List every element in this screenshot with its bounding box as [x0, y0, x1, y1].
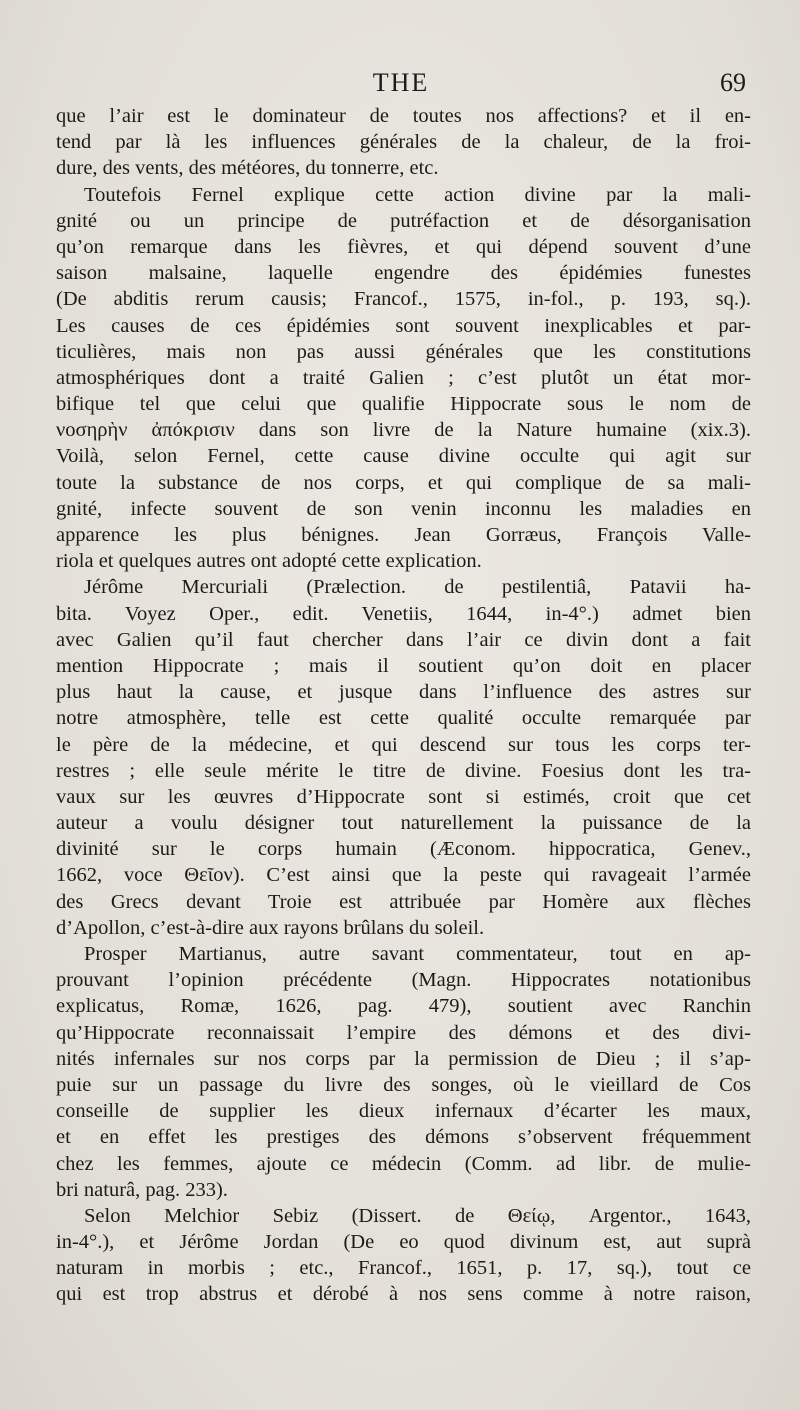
text-line: apparence les plus bénignes. Jean Gorræus, François Valle-: [56, 524, 751, 546]
text-line: d’Apollon, c’est-à-dire aux rayons brûlans du soleil.: [56, 916, 485, 939]
body-text: [56, 103, 751, 1308]
text-line: toute la substance de nos corps, et qui complique de sa mali-: [56, 471, 751, 494]
text-line: saison malsaine, laquelle engendre des épidémies funestes: [56, 262, 751, 285]
text-line: qui est trop abstrus et dérobé à nos sens comme à notre raison,: [56, 1283, 751, 1306]
text-line: plus haut la cause, et jusque dans l’influence des astres sur: [56, 681, 751, 704]
text-line: νοσηρὴν ἀπόκρισιν dans son livre de la Nature humaine (xix.3).: [56, 419, 751, 442]
text-line: Prosper Martianus, autre savant commentateur, tout en ap-: [84, 943, 751, 965]
text-line: (De abditis rerum causis; Francof., 1575, in-fol., p. 193, sq.).: [56, 288, 751, 311]
text-line: que l’air est le dominateur de toutes nos affections? et il en-: [56, 105, 751, 127]
text-line: in-4°.), et Jérôme Jordan (De eo quod divinum est, aut suprà: [56, 1231, 751, 1254]
text-line: Voilà, selon Fernel, cette cause divine occulte qui agit sur: [56, 445, 751, 468]
text-line: bita. Voyez Oper., edit. Venetiis, 1644, in-4°.) admet bien: [56, 602, 751, 625]
text-line: qu’Hippocrate reconnaissait l’empire des démons et des divi-: [56, 1021, 751, 1044]
text-line: qu’on remarque dans les fièvres, et qui dépend souvent d’une: [56, 235, 751, 258]
page-number: 69: [720, 68, 746, 97]
text-line: vaux sur les œuvres d’Hippocrate sont si estimés, croit que cet: [56, 785, 751, 808]
text-line: auteur a voulu désigner tout naturellement la puissance de la: [56, 812, 751, 835]
text-line: bri naturâ, pag. 233).: [56, 1178, 228, 1201]
text-line: naturam in morbis ; etc., Francof., 1651, p. 17, sq.), tout ce: [56, 1257, 751, 1280]
text-line: tend par là les influences générales de la chaleur, de la froi-: [56, 131, 751, 154]
text-line: et en effet les prestiges des démons s’observent fréquemment: [56, 1126, 751, 1149]
text-line: nités infernales sur nos corps par la permission de Dieu ; il s’ap-: [56, 1047, 751, 1070]
text-line: explicatus, Romæ, 1626, pag. 479), soutient avec Ranchin: [56, 995, 751, 1018]
text-line: atmosphériques dont a traité Galien ; c’est plutôt un état mor-: [56, 366, 751, 389]
running-title: THE: [372, 68, 430, 97]
text-line: restres ; elle seule mérite le titre de divine. Foesius dont les tra-: [56, 759, 751, 782]
running-head: [56, 68, 746, 102]
text-line: notre atmosphère, telle est cette qualité occulte remarquée par: [56, 707, 751, 730]
text-line: gnité ou un principe de putréfaction et de désorganisation: [56, 209, 751, 232]
text-line: le père de la médecine, et qui descend sur tous les corps ter-: [56, 733, 751, 756]
text-line: avec Galien qu’il faut chercher dans l’air ce divin dont a fait: [56, 628, 751, 651]
text-line: chez les femmes, ajoute ce médecin (Comm. ad libr. de mulie-: [56, 1152, 751, 1175]
text-line: Les causes de ces épidémies sont souvent inexplicables et par-: [56, 314, 751, 337]
text-line: gnité, infecte souvent de son venin inconnu les maladies en: [56, 497, 751, 520]
text-line: 1662, voce Θεῖον). C’est ainsi que la peste qui ravageait l’armée: [56, 864, 751, 887]
text-line: prouvant l’opinion précédente (Magn. Hippocrates notationibus: [56, 969, 751, 992]
text-line: bifique tel que celui que qualifie Hippocrate sous le nom de: [56, 393, 751, 416]
text-line: Toutefois Fernel explique cette action divine par la mali-: [84, 183, 751, 206]
text-line: Selon Melchior Sebiz (Dissert. de Θείῳ, Argentor., 1643,: [84, 1204, 751, 1227]
text-line: conseille de supplier les dieux infernaux d’écarter les maux,: [56, 1100, 751, 1123]
text-line: mention Hippocrate ; mais il soutient qu’on doit en placer: [56, 654, 751, 677]
text-line: dure, des vents, des météores, du tonnerre, etc.: [56, 157, 439, 180]
text-line: des Grecs devant Troie est attribuée par Homère aux flèches: [56, 890, 751, 913]
text-line: riola et quelques autres ont adopté cette explication.: [56, 550, 482, 573]
text-line: divinité sur le corps humain (Æconom. hippocratica, Genev.,: [56, 838, 751, 861]
text-line: ticulières, mais non pas aussi générales que les constitutions: [56, 340, 751, 363]
text-line: puie sur un passage du livre des songes, où le vieillard de Cos: [56, 1073, 751, 1096]
text-line: Jérôme Mercuriali (Prælection. de pestilentiâ, Patavii ha-: [84, 576, 751, 599]
